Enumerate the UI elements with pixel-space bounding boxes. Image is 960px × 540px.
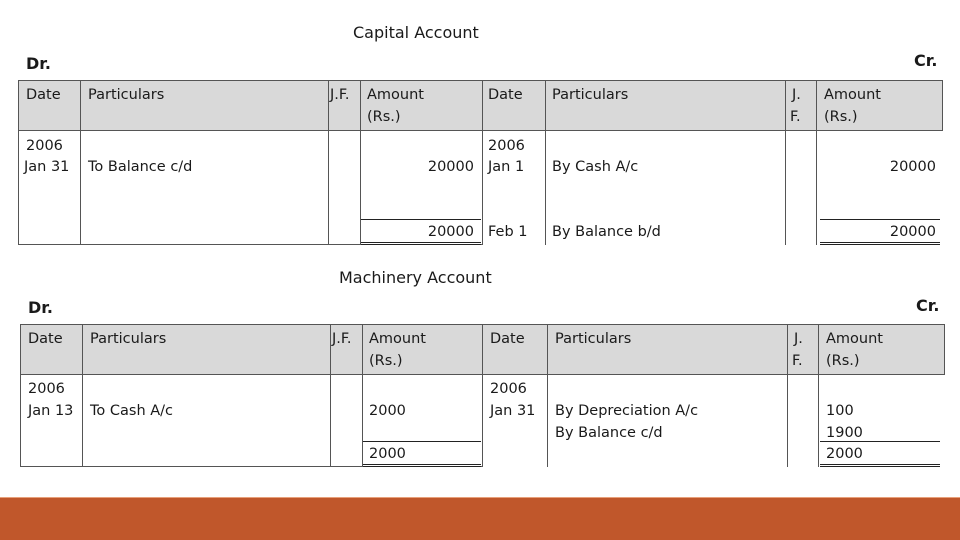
machinery-credit-double-rule <box>820 464 940 467</box>
capital-cr-label: Cr. <box>914 51 938 70</box>
machinery-debit-double-rule <box>363 464 481 467</box>
machinery-header-date: Date <box>28 331 63 347</box>
capital-debit-total: 20000 <box>427 224 474 240</box>
capital-right-border <box>942 80 943 131</box>
capital-header-jf: J.F. <box>330 87 350 103</box>
capital-debit-double-rule <box>361 242 481 245</box>
machinery-col-divider-4 <box>482 324 483 467</box>
capital-header-amount-cr: Amount <box>824 87 881 103</box>
capital-header-particulars: Particulars <box>88 87 165 103</box>
capital-col-divider-5 <box>545 80 546 245</box>
footer-band <box>0 498 960 540</box>
capital-debit-particulars: To Balance c/d <box>88 159 193 175</box>
machinery-col-divider-7 <box>818 324 819 467</box>
capital-dr-label: Dr. <box>26 54 51 73</box>
capital-credit-double-rule <box>820 242 940 245</box>
machinery-cr-label: Cr. <box>916 296 940 315</box>
capital-col-divider-3 <box>360 80 361 245</box>
machinery-credit-date: Jan 31 <box>490 403 536 419</box>
machinery-header-amount-cr: Amount <box>826 331 883 347</box>
capital-col-divider-4 <box>482 80 483 245</box>
capital-header-amount: Amount <box>367 87 424 103</box>
capital-col-divider-7 <box>816 80 817 245</box>
machinery-debit-year: 2006 <box>28 381 65 397</box>
machinery-debit-total-rule <box>363 441 481 442</box>
capital-credit-particulars-1: By Cash A/c <box>552 159 639 175</box>
machinery-debit-particulars: To Cash A/c <box>90 403 174 419</box>
machinery-header-amount: Amount <box>369 331 426 347</box>
capital-header-date: Date <box>26 87 61 103</box>
capital-col-divider-6 <box>785 80 786 245</box>
machinery-account-title: Machinery Account <box>339 268 492 287</box>
machinery-col-divider-3 <box>362 324 363 467</box>
capital-debit-year: 2006 <box>26 138 63 154</box>
capital-header-rs: (Rs.) <box>367 109 401 125</box>
machinery-debit-total: 2000 <box>369 446 406 462</box>
capital-header-divider <box>18 130 943 131</box>
machinery-dr-label: Dr. <box>28 298 53 317</box>
capital-header-jf-cr-1: J. <box>792 87 801 103</box>
machinery-header-jf: J.F. <box>332 331 352 347</box>
capital-credit-year: 2006 <box>488 138 525 154</box>
capital-header-rs-cr: (Rs.) <box>824 109 858 125</box>
machinery-debit-amount: 2000 <box>369 403 406 419</box>
capital-col-divider-2 <box>328 80 329 245</box>
capital-header-particulars-cr: Particulars <box>552 87 629 103</box>
capital-col-divider-1 <box>80 80 81 245</box>
machinery-header-particulars: Particulars <box>90 331 167 347</box>
machinery-credit-year: 2006 <box>490 381 527 397</box>
machinery-col-divider-1 <box>82 324 83 467</box>
machinery-col-divider-6 <box>787 324 788 467</box>
machinery-header-jf-cr-2: F. <box>792 353 803 369</box>
capital-credit-total-rule <box>820 219 940 220</box>
capital-top-border <box>18 80 943 81</box>
capital-debit-total-rule <box>361 219 481 220</box>
machinery-debit-date: Jan 13 <box>28 403 74 419</box>
machinery-credit-amount-1: 100 <box>826 403 854 419</box>
capital-debit-date: Jan 31 <box>24 159 70 175</box>
machinery-credit-particulars-2: By Balance c/d <box>555 425 663 441</box>
machinery-col-divider-2 <box>330 324 331 467</box>
machinery-right-border <box>944 324 945 375</box>
machinery-credit-particulars-1: By Depreciation A/c <box>555 403 699 419</box>
machinery-header-rs: (Rs.) <box>369 353 403 369</box>
capital-credit-particulars-2: By Balance b/d <box>552 224 661 240</box>
machinery-credit-amount-2: 1900 <box>826 425 863 441</box>
capital-header-date-cr: Date <box>488 87 523 103</box>
machinery-col-divider-5 <box>547 324 548 467</box>
machinery-header-particulars-cr: Particulars <box>555 331 632 347</box>
capital-header-jf-cr-2: F. <box>790 109 801 125</box>
machinery-header-date-cr: Date <box>490 331 525 347</box>
machinery-left-border <box>20 324 21 467</box>
capital-credit-amount-2: 20000 <box>889 224 936 240</box>
capital-account-title: Capital Account <box>353 23 479 42</box>
machinery-header-rs-cr: (Rs.) <box>826 353 860 369</box>
capital-credit-amount-1: 20000 <box>889 159 936 175</box>
capital-left-border <box>18 80 19 245</box>
capital-credit-date-1: Jan 1 <box>488 159 525 175</box>
capital-credit-date-2: Feb 1 <box>488 224 528 240</box>
machinery-credit-total: 2000 <box>826 446 863 462</box>
machinery-credit-total-rule <box>820 441 940 442</box>
capital-debit-amount: 20000 <box>427 159 474 175</box>
machinery-header-jf-cr-1: J. <box>794 331 803 347</box>
